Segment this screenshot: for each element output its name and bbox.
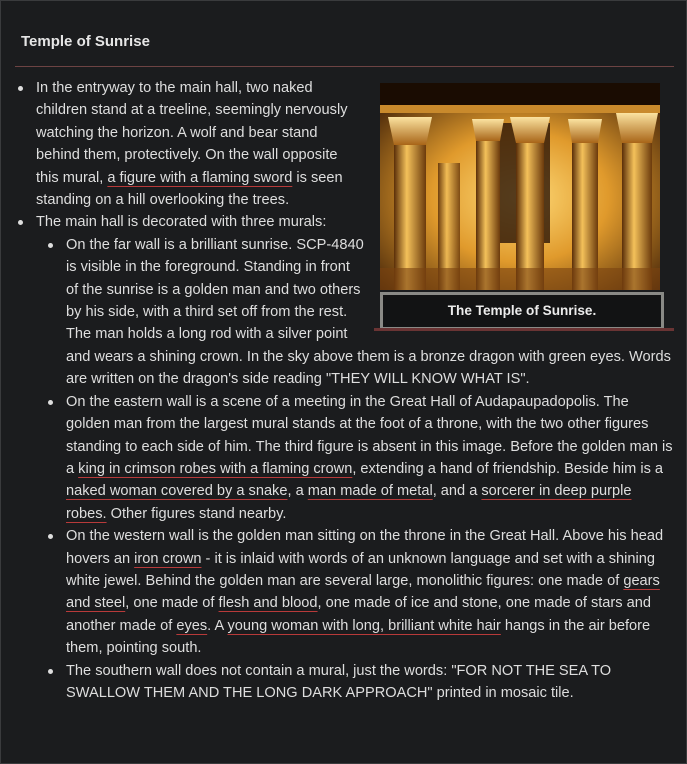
text: , one made of [125, 595, 219, 612]
link-iron-crown[interactable]: iron crown [134, 550, 202, 567]
list-item [45, 391, 674, 525]
link-flesh-and-blood[interactable]: flesh and blood [218, 595, 318, 612]
list-item [45, 660, 674, 705]
title-divider [15, 66, 674, 67]
text: The southern wall does not contain a mural, just the words: "FOR NOT THE SEA TO SWALLOW THEM AND THE LONG DARK APPROACH" printed in mosaic tile. [66, 662, 612, 701]
link-purple-sorcerer[interactable]: sorcerer in deep purple robes. [66, 483, 632, 522]
text: - it is inlaid with words of an unknown language and set with a shining white jewel. Behind the golden man are several large, monolithic figures: one made of [66, 550, 655, 589]
link-snake-woman[interactable]: naked woman covered by a snake [66, 483, 288, 500]
text: , one made of ice and stone, one made of stars and another made of [66, 595, 651, 634]
link-man-made-of-metal[interactable]: man made of metal [307, 483, 433, 500]
list-item [45, 234, 674, 391]
link-gears-and-steel[interactable]: gears and steel [66, 572, 660, 612]
text: hangs in the air before them, pointing south. [66, 617, 651, 657]
link-figure-flaming-sword[interactable]: a figure with a flaming sword [107, 169, 293, 186]
murals-list [45, 234, 674, 705]
text: The main hall is decorated with three murals: [36, 214, 327, 231]
figure-caption: The Temple of Sunrise. [447, 302, 597, 318]
page-title: Temple of Sunrise [21, 33, 150, 50]
text: , extending a hand of friendship. Beside him is a [352, 460, 664, 477]
text: , and a [432, 483, 482, 500]
link-crimson-king[interactable]: king in crimson robes with a flaming crown [78, 460, 353, 477]
link-white-haired-woman[interactable]: young woman with long, brilliant white hair [227, 617, 501, 634]
list-item [15, 211, 674, 704]
text: , a [287, 483, 308, 500]
text: On the far wall is a brilliant sunrise. SCP-4840 is visible in the foreground. Standing in front of the sunrise is a golden man and two others by his side, with a third set off from the rest. The man holds a long rod with a silver point and wears a shining crown. In the sky above them is a bronze dragon with green eyes. Words are written on the dragon's side reading "THEY WILL KNOW WHAT IS". [66, 236, 671, 388]
link-eyes[interactable]: eyes [176, 617, 208, 634]
list-item [15, 77, 674, 211]
article-body [15, 77, 674, 704]
main-list [15, 77, 674, 704]
text: On the eastern wall is a scene of a meeting in the Great Hall of Audapaupadopolis. The golden man from the largest mural stands at the foot of a throne, with the two other figures standing to each side of him. The third figure is absent in this image. Before the golden man is a [66, 393, 673, 477]
text: . A [207, 617, 228, 634]
text: On the western wall is the golden man sitting on the throne in the Great Hall. Above his head hovers an [66, 528, 664, 567]
text: In the entryway to the main hall, two naked children stand at a treeline, seemingly nervously watching the horizon. A wolf and bear stand behind them, protectively. On the wall opposite this mural, [36, 80, 348, 186]
text: Other figures stand nearby. [106, 505, 287, 522]
list-item [45, 525, 674, 659]
text: is seen standing on a hill overlooking the trees. [36, 169, 343, 209]
